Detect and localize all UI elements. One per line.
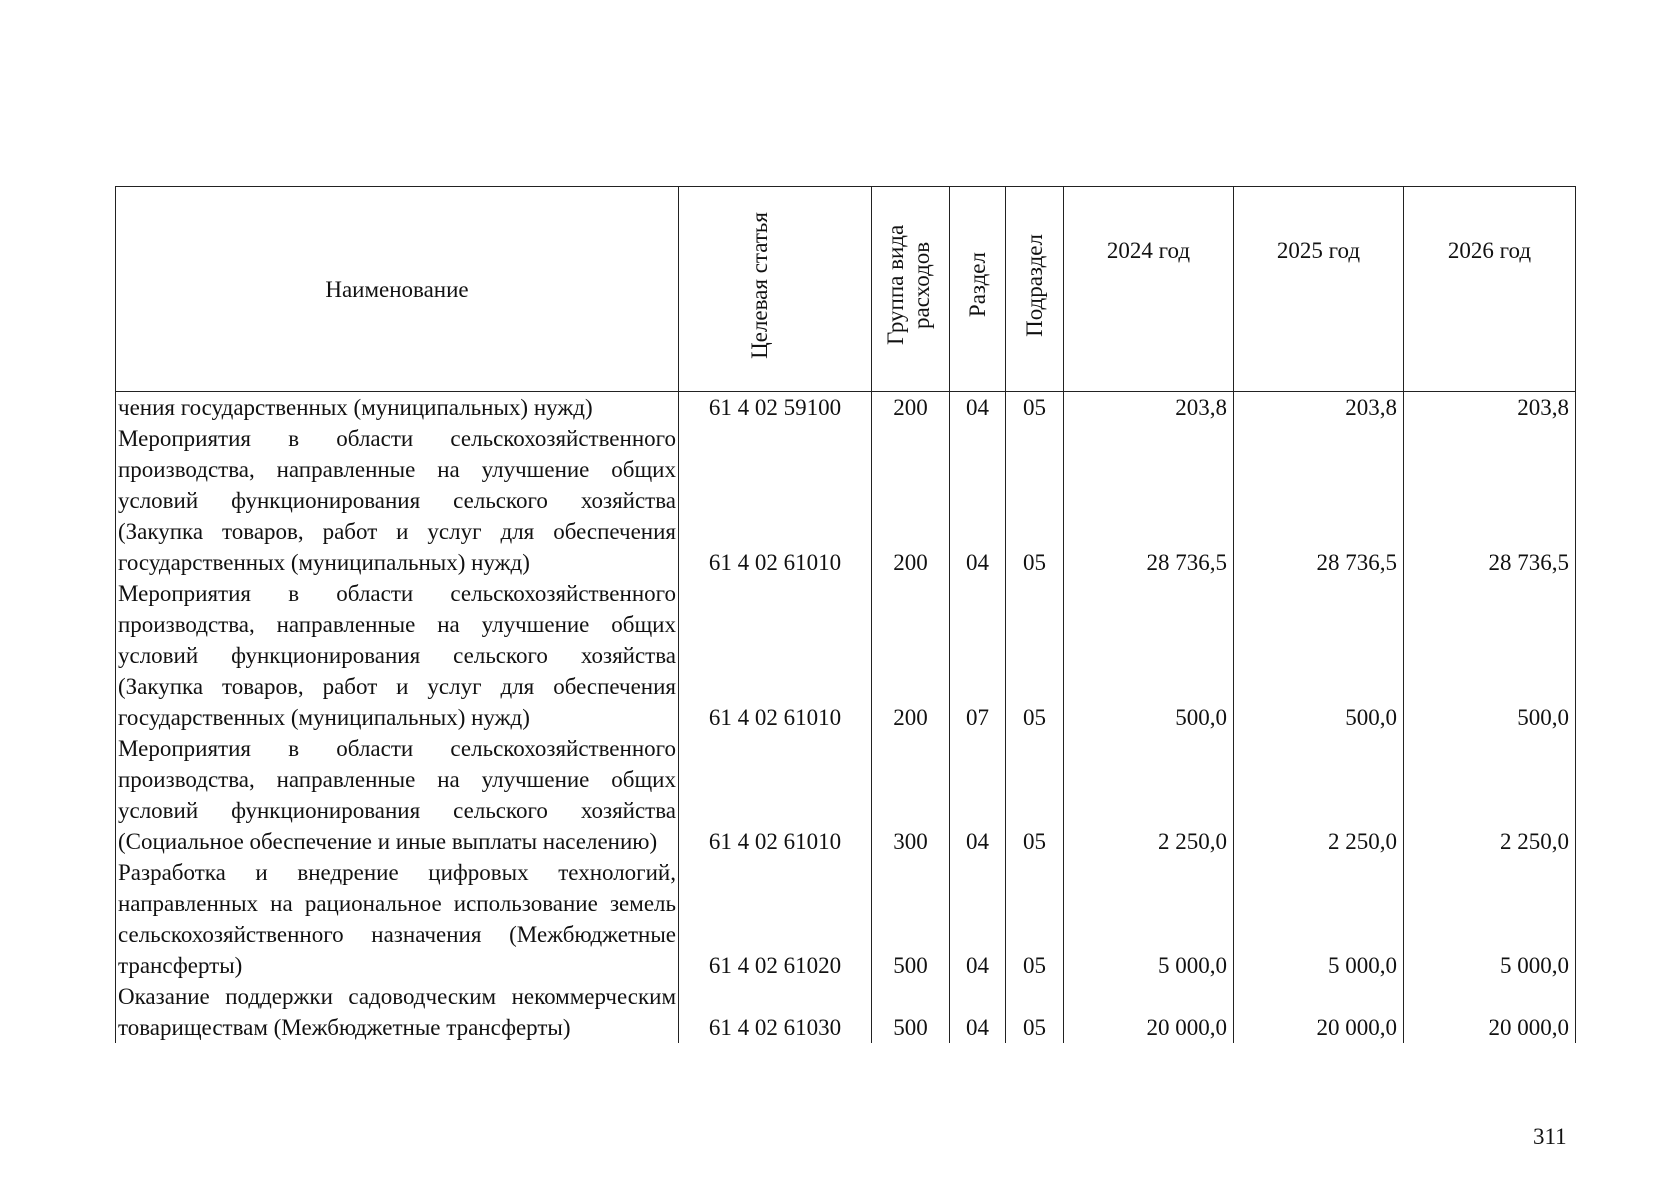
table-row	[116, 733, 1576, 857]
header-year-2024: 2024 год	[1064, 187, 1234, 392]
cell-target-article: 61 4 02 61030	[679, 981, 872, 1043]
header-section-label: Раздел	[964, 252, 990, 318]
header-expense-group	[872, 187, 950, 392]
table-row	[116, 423, 1576, 578]
cell-section: 04	[950, 423, 1006, 578]
cell-section: 04	[950, 733, 1006, 857]
cell-name: Оказание поддержки садоводческим некоммерческим товариществам (Межбюджетные трансферты)	[116, 981, 679, 1043]
cell-expense-group: 200	[872, 392, 950, 424]
cell-target-article: 61 4 02 59100	[679, 392, 872, 424]
cell-subsection: 05	[1006, 423, 1064, 578]
cell-subsection: 05	[1006, 733, 1064, 857]
cell-target-article: 61 4 02 61020	[679, 857, 872, 981]
cell-amount-2025: 28 736,5	[1234, 423, 1404, 578]
header-target-article	[679, 187, 872, 392]
table-row	[116, 578, 1576, 733]
cell-name: Мероприятия в области сельскохозяйственного производства, направленные на улучшение общих условий функционирования сельского хозяйства (Закупка товаров, работ и услуг для обеспечения государственных (муниципальных) нужд)	[116, 423, 679, 578]
cell-target-article: 61 4 02 61010	[679, 733, 872, 857]
cell-amount-2024: 5 000,0	[1064, 857, 1234, 981]
cell-target-article: 61 4 02 61010	[679, 578, 872, 733]
header-year-2025: 2025 год	[1234, 187, 1404, 392]
cell-amount-2024: 2 250,0	[1064, 733, 1234, 857]
cell-subsection: 05	[1006, 578, 1064, 733]
cell-amount-2025: 2 250,0	[1234, 733, 1404, 857]
cell-subsection: 05	[1006, 392, 1064, 424]
header-subsection	[1006, 187, 1064, 392]
cell-amount-2026: 203,8	[1404, 392, 1576, 424]
cell-amount-2026: 20 000,0	[1404, 981, 1576, 1043]
cell-name: Разработка и внедрение цифровых технологий, направленных на рациональное использование земель сельскохозяйственного назначения (Межбюджетные трансферты)	[116, 857, 679, 981]
header-target-article-label: Целевая статья	[747, 211, 772, 359]
header-section	[950, 187, 1006, 392]
header-year-2026: 2026 год	[1404, 187, 1576, 392]
cell-amount-2025: 203,8	[1234, 392, 1404, 424]
table-body	[116, 392, 1576, 1044]
cell-amount-2024: 28 736,5	[1064, 423, 1234, 578]
table-row	[116, 857, 1576, 981]
cell-amount-2026: 2 250,0	[1404, 733, 1576, 857]
cell-name: чения государственных (муниципальных) нужд)	[116, 392, 679, 424]
cell-amount-2026: 500,0	[1404, 578, 1576, 733]
cell-amount-2025: 500,0	[1234, 578, 1404, 733]
cell-expense-group: 200	[872, 578, 950, 733]
cell-amount-2024: 20 000,0	[1064, 981, 1234, 1043]
header-row	[116, 187, 1576, 392]
cell-amount-2025: 5 000,0	[1234, 857, 1404, 981]
cell-amount-2024: 203,8	[1064, 392, 1234, 424]
cell-amount-2025: 20 000,0	[1234, 981, 1404, 1043]
cell-expense-group: 500	[872, 981, 950, 1043]
budget-table	[115, 186, 1576, 1043]
header-expense-group-label: Группа вида расходов	[882, 224, 934, 346]
cell-amount-2026: 5 000,0	[1404, 857, 1576, 981]
cell-section: 04	[950, 392, 1006, 424]
cell-amount-2026: 28 736,5	[1404, 423, 1576, 578]
table-row	[116, 981, 1576, 1043]
cell-subsection: 05	[1006, 981, 1064, 1043]
cell-expense-group: 300	[872, 733, 950, 857]
cell-subsection: 05	[1006, 857, 1064, 981]
cell-target-article: 61 4 02 61010	[679, 423, 872, 578]
table-row	[116, 392, 1576, 424]
header-name: Наименование	[116, 187, 679, 392]
cell-amount-2024: 500,0	[1064, 578, 1234, 733]
page-number: 311	[1533, 1124, 1567, 1149]
cell-name: Мероприятия в области сельскохозяйственного производства, направленные на улучшение общих условий функционирования сельского хозяйства (Закупка товаров, работ и услуг для обеспечения государственных (муниципальных) нужд)	[116, 578, 679, 733]
cell-section: 07	[950, 578, 1006, 733]
cell-section: 04	[950, 981, 1006, 1043]
header-subsection-label: Подраздел	[1021, 233, 1047, 337]
cell-expense-group: 200	[872, 423, 950, 578]
cell-expense-group: 500	[872, 857, 950, 981]
cell-section: 04	[950, 857, 1006, 981]
cell-name: Мероприятия в области сельскохозяйственного производства, направленные на улучшение общих условий функционирования сельского хозяйства (Социальное обеспечение и иные выплаты населению)	[116, 733, 679, 857]
